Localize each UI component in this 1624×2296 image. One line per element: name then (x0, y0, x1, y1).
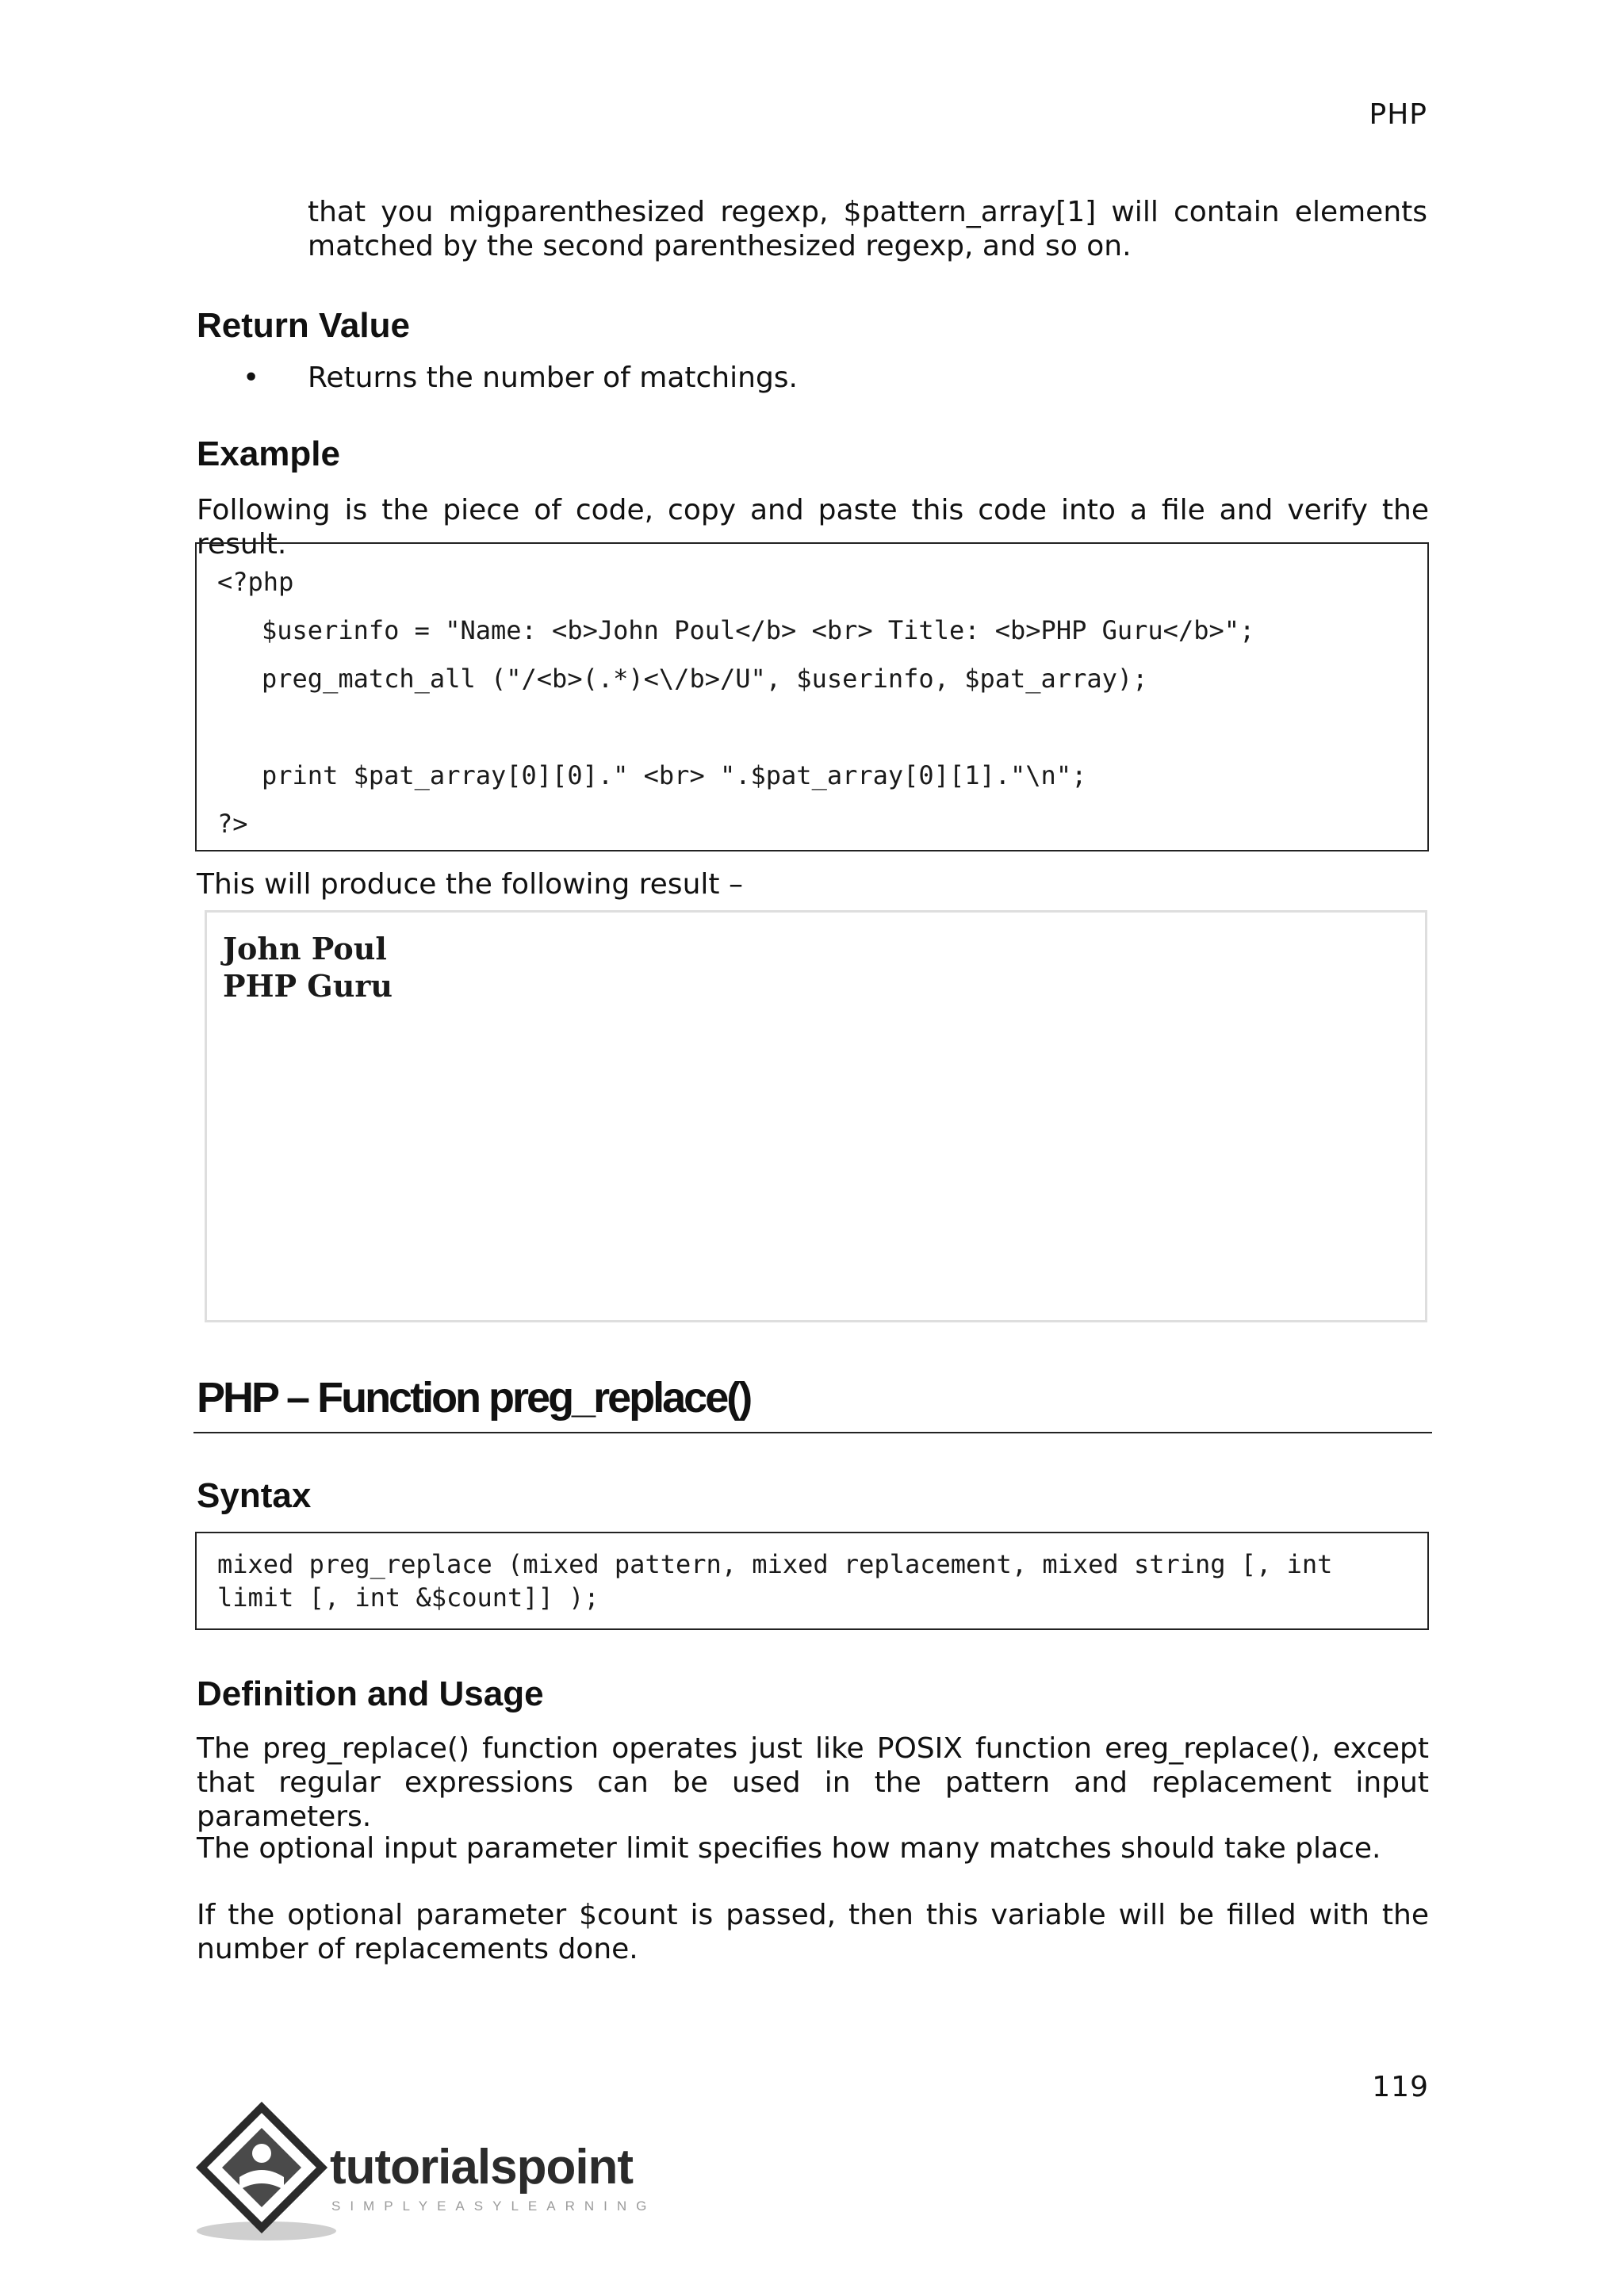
tutorialspoint-logo (193, 2101, 669, 2244)
code-line: <?php (217, 567, 294, 597)
result-intro: This will produce the following result – (197, 868, 743, 901)
code-line: print $pat_array[0][0]." <br> ".$pat_array[0][1]."\n"; (262, 760, 1087, 790)
result-line: PHP Guru (223, 968, 393, 1004)
code-line: ?> (217, 809, 248, 839)
result-output-box (205, 910, 1427, 1322)
example-heading: Example (197, 434, 340, 473)
chapter-divider (193, 1432, 1432, 1433)
definition-paragraph: If the optional parameter $count is passed, then this variable will be filled with the number of replacements done. (197, 1899, 1429, 1965)
bullet-icon: • (243, 362, 260, 394)
definition-paragraph: The optional input parameter limit specifies how many matches should take place. (197, 1832, 1381, 1865)
logo-wordmark: tutorialspoint (330, 2140, 634, 2195)
return-value-heading: Return Value (197, 306, 410, 345)
chapter-title: PHP – Function preg_replace() (197, 1374, 751, 1422)
bullet-text: Returns the number of matchings. (308, 362, 798, 394)
example-code-block (195, 542, 1429, 851)
list-item (243, 362, 798, 394)
intro-paragraph: that you migparenthesized regexp, $pattern_array[1] will contain elements matched by the second parenthesized regexp, and so on. (308, 196, 1427, 262)
example-intro: Following is the piece of code, copy and paste this code into a file and verify the result. (197, 494, 1429, 561)
logo-tagline: SIMPLYEASYLEARNING (331, 2198, 657, 2214)
definition-paragraph: The preg_replace() function operates just like POSIX function ereg_replace(), except that regular expressions can be used in the pattern and replacement input parameters. (197, 1732, 1429, 1833)
syntax-heading: Syntax (197, 1476, 312, 1515)
page-number: 119 (1372, 2071, 1429, 2103)
code-line (217, 703, 1407, 752)
code-line: preg_match_all ("/<b>(.*)<\/b>/U", $userinfo, $pat_array); (262, 664, 1148, 694)
code-line: $userinfo = "Name: <b>John Poul</b> <br> Title: <b>PHP Guru</b>"; (262, 615, 1255, 645)
running-header: PHP (1369, 98, 1427, 131)
logo-person-icon (252, 2144, 271, 2163)
definition-heading: Definition and Usage (197, 1674, 544, 1713)
syntax-code-block: mixed preg_replace (mixed pattern, mixed replacement, mixed string [, int limit [, int &$count]] ); (195, 1532, 1429, 1630)
result-line: John Poul (223, 931, 387, 966)
